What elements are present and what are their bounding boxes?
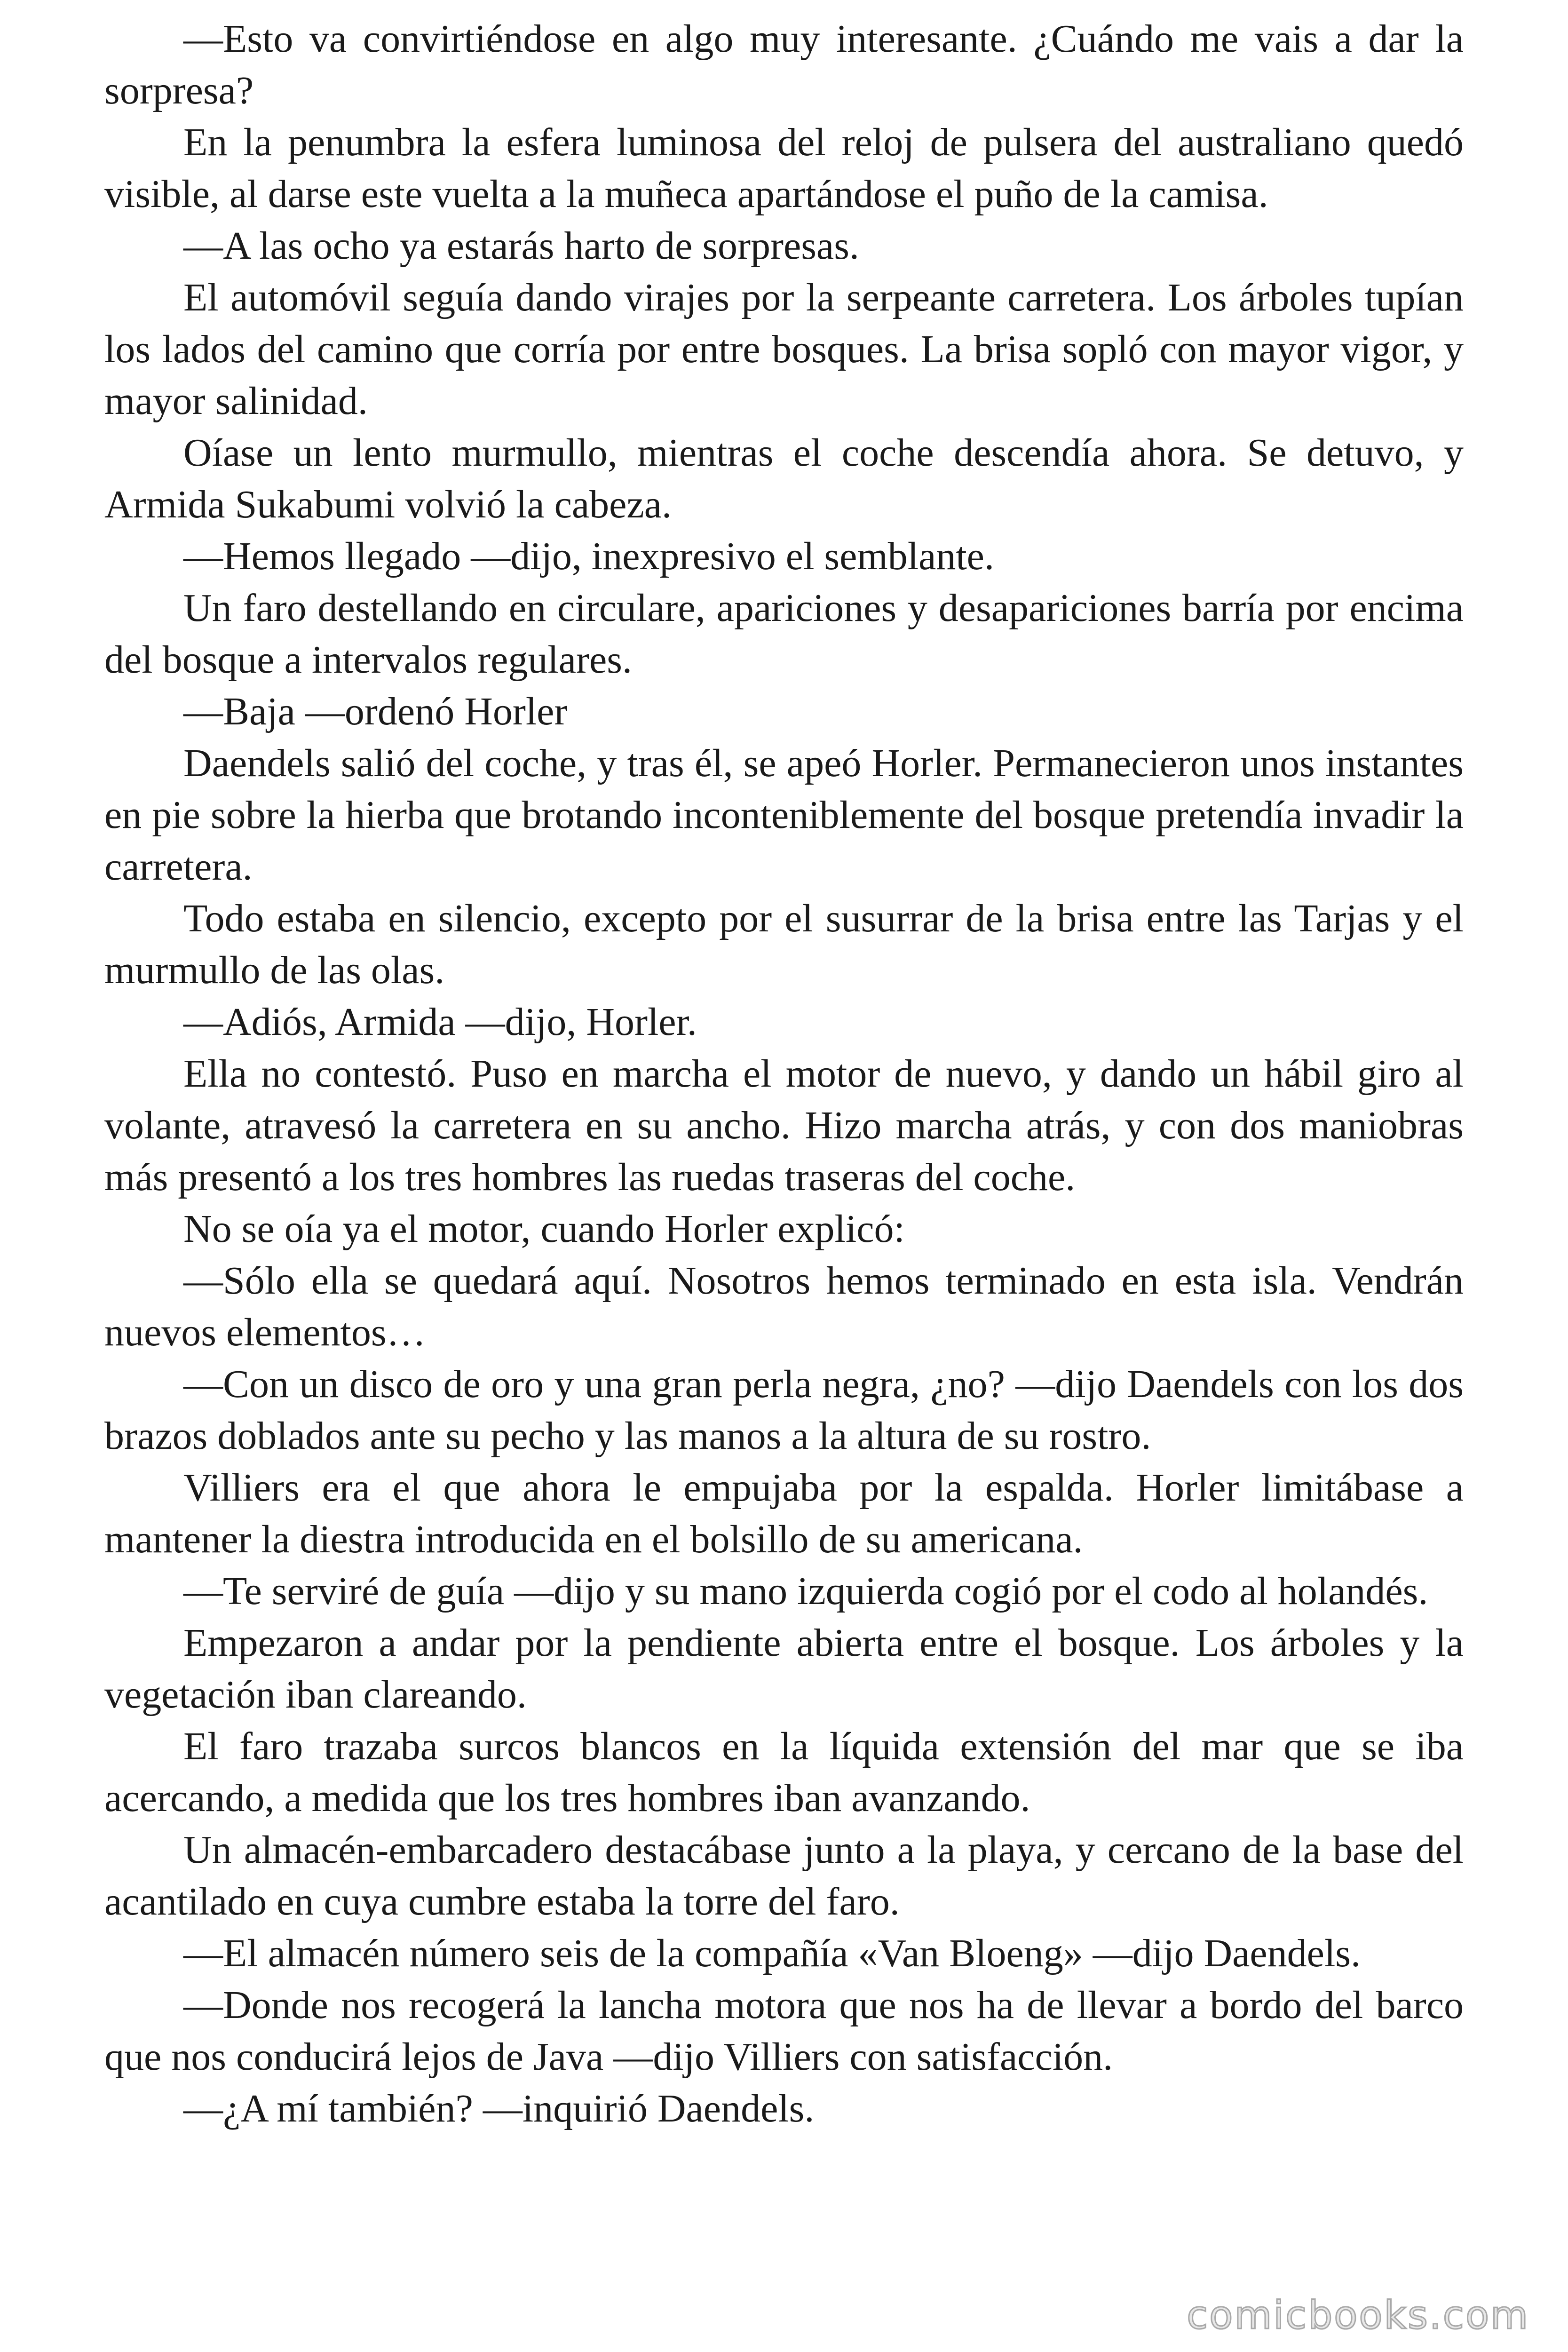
- paragraph-11: —Adiós, Armida —dijo, Horler.: [183, 1000, 697, 1044]
- paragraph-2: En la penumbra la esfera luminosa del reloj de pulsera del australiano quedó visible, al darse este vuelta a la muñeca apartándose el puño de la camisa.: [104, 120, 1464, 216]
- paragraph-20: Un almacén-embarcadero destacábase junto a la playa, y cercano de la base del acantilado en cuya cumbre estaba la torre del faro.: [104, 1828, 1464, 1923]
- paragraph-4: El automóvil seguía dando virajes por la serpeante carretera. Los árboles tupían los lados del camino que corría por entre bosques. La brisa sopló con mayor vigor, y mayor salinidad.: [104, 276, 1464, 423]
- paragraph-16: Villiers era el que ahora le empujaba por la espalda. Horler limitábase a mantener la diestra introducida en el bolsillo de su americana.: [104, 1466, 1464, 1561]
- paragraph-15: —Con un disco de oro y una gran perla negra, ¿no? —dijo Daendels con los dos brazos doblados ante su pecho y las manos a la altura de su rostro.: [104, 1362, 1464, 1458]
- paragraph-17: —Te serviré de guía —dijo y su mano izquierda cogió por el codo al holandés.: [183, 1569, 1428, 1613]
- paragraph-9: Daendels salió del coche, y tras él, se apeó Horler. Permanecieron unos instantes en pie sobre la hierba que brotando inconteniblemente del bosque pretendía invadir la carretera.: [104, 741, 1464, 889]
- paragraph-5: Oíase un lento murmullo, mientras el coche descendía ahora. Se detuvo, y Armida Sukabumi volvió la cabeza.: [104, 431, 1464, 526]
- paragraph-18: Empezaron a andar por la pendiente abierta entre el bosque. Los árboles y la vegetación iban clareando.: [104, 1621, 1464, 1716]
- paragraph-6: —Hemos llegado —dijo, inexpresivo el semblante.: [183, 534, 994, 578]
- paragraph-8: —Baja —ordenó Horler: [183, 690, 568, 733]
- paragraph-3: —A las ocho ya estarás harto de sorpresas.: [183, 224, 859, 268]
- paragraph-12: Ella no contestó. Puso en marcha el motor de nuevo, y dando un hábil giro al volante, atravesó la carretera en su ancho. Hizo marcha atrás, y con dos maniobras más presentó a los tres hombres las ruedas traseras del coche.: [104, 1052, 1464, 1199]
- paragraph-23: —¿A mí también? —inquirió Daendels.: [183, 2087, 815, 2130]
- paragraph-13: No se oía ya el motor, cuando Horler explicó:: [183, 1207, 905, 1251]
- paragraph-10: Todo estaba en silencio, excepto por el susurrar de la brisa entre las Tarjas y el murmullo de las olas.: [104, 897, 1464, 992]
- paragraph-1: —Esto va convirtiéndose en algo muy interesante. ¿Cuándo me vais a dar la sorpresa?: [104, 17, 1464, 112]
- paragraph-14: —Sólo ella se quedará aquí. Nosotros hemos terminado en esta isla. Vendrán nuevos elementos…: [104, 1259, 1464, 1354]
- paragraph-22: —Donde nos recogerá la lancha motora que nos ha de llevar a bordo del barco que nos conducirá lejos de Java —dijo Villiers con satisfacción.: [104, 1983, 1464, 2079]
- book-page-text: [104, 13, 1464, 2135]
- paragraph-21: —El almacén número seis de la compañía «Van Bloeng» —dijo Daendels.: [183, 1931, 1361, 1975]
- watermark-text: comicbooks.com: [1187, 2293, 1529, 2338]
- paragraph-7: Un faro destellando en circulare, apariciones y desapariciones barría por encima del bosque a intervalos regulares.: [104, 586, 1464, 682]
- paragraph-19: El faro trazaba surcos blancos en la líquida extensión del mar que se iba acercando, a medida que los tres hombres iban avanzando.: [104, 1724, 1464, 1820]
